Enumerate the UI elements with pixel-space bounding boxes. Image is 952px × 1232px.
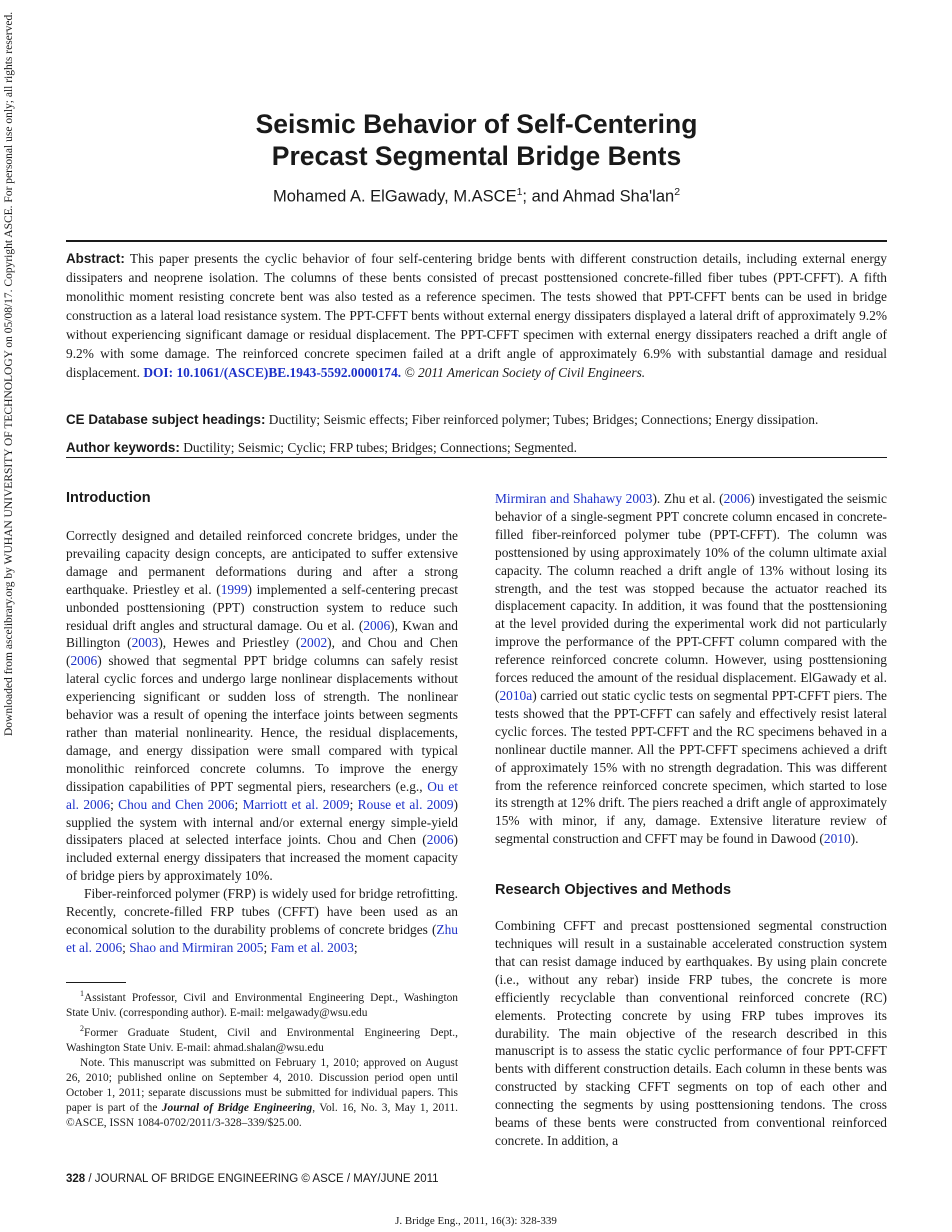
copyright-text: © 2011 American Society of Civil Engineers.	[401, 365, 646, 380]
author-2-affil: 2	[674, 186, 681, 198]
citation-link[interactable]: 2006	[426, 832, 454, 848]
submission-note: Note. This manuscript was submitted on February 1, 2010; approved on August 26, 2010; published online on September 4, 2010. Discussion period open until October 1, 2011; separate discussions must be submitted for individual papers. This paper is part of the Journal of Bridge Engineering, Vol. 16, No. 3, May 1, 2011. ©ASCE, ISSN 1084-0702/2011/3-328–339/$25.00.	[66, 1056, 458, 1130]
author-keywords	[66, 438, 887, 457]
section-heading-research-objectives: Research Objectives and Methods	[495, 882, 732, 899]
footnote-rule	[66, 982, 126, 983]
journal-footer: / JOURNAL OF BRIDGE ENGINEERING © ASCE / MAY/JUNE 2011	[85, 1173, 439, 1185]
citation-link[interactable]: Zhu et al. 2006	[66, 921, 458, 955]
bottom-citation: J. Bridge Eng., 2011, 16(3): 328-339	[395, 1215, 557, 1227]
citation-link[interactable]: 2006	[723, 491, 751, 506]
citation-link[interactable]: Ou et al. 2006	[66, 778, 458, 812]
download-notice: Downloaded from ascelibrary.org by WUHAN UNIVERSITY OF TECHNOLOGY on 05/08/17. Copyright ASCE. For personal use only; all rights reserved.	[3, 11, 15, 736]
author-2: ; and Ahmad Sha'lan	[522, 187, 675, 206]
abstract-label: Abstract:	[66, 251, 125, 266]
ce-headings-text: Ductility; Seismic effects; Fiber reinforced polymer; Tubes; Bridges; Connections; Energy dissipation.	[265, 412, 819, 427]
download-watermark	[0, 0, 20, 1232]
citation-link[interactable]: Rouse et al. 2009	[357, 796, 454, 812]
research-paragraph: Combining CFFT and precast posttensioned segmental construction techniques will result in a sustainable accelerated construction system that can resist damage induced by earthquakes. By using plain concrete (i.e., without any rebar) inside FRP tubes, the concrete is more efficiently recyclable than conventional reinforced concrete (RC) elements. Protecting concrete by using FRP tubes improves its durability. The main objective of the research described in this manuscript is to assess the static cyclic performance of four PPT-CFFT bents with different construction details. Each column in these bents was constructed by stacking CFFT segments on top of each other and connecting the segments by using posttensioning tendons. The cross beams of these bents were constructed from conventional reinforced concrete. In addition, a	[495, 918, 887, 1148]
footnote-1: $^1$Assistant Professor, Civil and Environmental Engineering Dept., Washington State Univ. (corresponding author). E-mail: melgawady@wsu.edu	[66, 989, 458, 1019]
keywords-text: Ductility; Seismic; Cyclic; FRP tubes; Bridges; Connections; Segmented.	[179, 440, 577, 455]
page-footer	[66, 1173, 439, 1185]
doi-link[interactable]: 10.1061/(ASCE)BE.1943-5592.0000174.	[176, 365, 402, 380]
section-heading-introduction: Introduction	[66, 490, 151, 506]
citation-link[interactable]: 2010a	[499, 687, 533, 703]
citation-link[interactable]: 2002	[300, 635, 328, 651]
citation-link[interactable]: Mirmiran and Shahawy 2003	[495, 491, 653, 506]
abstract	[66, 249, 887, 382]
right-column	[495, 490, 887, 1150]
title-line-2: Precast Segmental Bridge Bents	[271, 141, 682, 171]
citation-link[interactable]: 2003	[131, 635, 159, 651]
author-1: Mohamed A. ElGawady, M.ASCE	[272, 187, 517, 206]
top-rule	[66, 240, 887, 242]
intro-paragraph-2: Fiber-reinforced polymer (FRP) is widely used for bridge retrofitting. Recently, concrete-filled FRP tubes (CFFT) have been used as an economical solution to the durability problems of concrete bridges (Zhu et al. 2006; Shao and Mirmiran 2005; Fam et al. 2003;	[66, 886, 458, 955]
doi-label: DOI:	[143, 365, 174, 380]
keywords-label: Author keywords:	[66, 440, 180, 455]
citation-link[interactable]: 1999	[220, 581, 248, 597]
paper-title	[66, 108, 887, 172]
footnote-2: $^2$Former Graduate Student, Civil and Environmental Engineering Dept., Washington State Univ. E-mail: ahmad.shalan@wsu.edu	[66, 1023, 458, 1054]
title-line-1: Seismic Behavior of Self-Centering	[255, 109, 698, 139]
journal-name: Journal of Bridge Engineering	[161, 1102, 313, 1115]
ce-subject-headings	[66, 410, 887, 429]
citation-link[interactable]: Chou and Chen 2006	[118, 796, 235, 812]
footnotes	[66, 986, 458, 1131]
ce-headings-label: CE Database subject headings:	[66, 412, 266, 427]
citation-link[interactable]: 2006	[70, 653, 98, 669]
page-number: 328	[66, 1173, 86, 1185]
abstract-text: This paper presents the cyclic behavior of four self-centering bridge bents with different construction details, including external energy dissipaters and neoprene isolation. The columns of these bents consisted of precast posttensioned concrete-filled fiber tubes (PPT-CFFT). A fifth monolithic moment resisting concrete bent was also tested as a reference specimen. The tests showed that PPT-CFFT bents can be used in bridge construction as a lateral load resistance system. The PPT-CFFT bents without external energy dissipaters displayed a lateral drift of approximately 9.2% without experiencing significant damage or residual displacement. The PPT-CFFT specimen with external energy dissipaters reached a drift angle of 9.2% with some damage. The reinforced concrete specimen failed at a drift angle of approximately 6.9% with substantial damage and residual displacement.	[66, 251, 887, 380]
citation-link[interactable]: 2010	[823, 831, 851, 847]
right-paragraph-1: Mirmiran and Shahawy 2003). Zhu et al. (2006) investigated the seismic behavior of a single-segment PPT concrete column encased in concrete-filled fiber-reinforced polymer tube (PPT-CFFT). The column was posttensioned by using approximately 10% of the column ultimate axial capacity. The column reached a drift angle of 13% without losing its strength, and the test was stopped because the actuator reached its displacement capacity. In addition, it was found that the posttensioning at the level provided during the experimental work did not particularly improve the performance of the PPT-CFFT column compared with the reference reinforced concrete column. However, using posttensioning forces reduced the amount of the residual displacement. ElGawady et al. (2010a) carried out static cyclic tests on segmental PPT-CFFT piers. The tests showed that the PPT-CFFT can safely and effectively resist lateral cyclic forces. The tested PPT-CFFT and the RC specimens behaved in a nonlinear ductile manner. All the PPT-CFFT specimens achieved a drift of approximately 15% with no strength degradation. This was different from the reference reinforced concrete specimen, which started to lose its strength at 12% drift. The piers reached a drift angle of approximately 15% with minor, if any, damage. Extensive literature review of segmental construction and CFFT may be found in Dawood (2010).	[495, 491, 887, 847]
citation-link[interactable]: Fam et al. 2003	[270, 939, 354, 955]
left-column	[66, 489, 458, 957]
citation-link[interactable]: 2006	[363, 617, 391, 633]
citation-link[interactable]: Marriott et al. 2009	[242, 796, 350, 812]
bottom-rule	[66, 457, 887, 458]
author-line	[66, 186, 887, 207]
citation-link[interactable]: Shao and Mirmiran 2005	[129, 939, 264, 955]
intro-paragraph-1: Correctly designed and detailed reinforced concrete bridges, under the prevailing capacity design concepts, are anticipated to suffer extensive damage and permanent deformations during and after a strong earthquake. Priestley et al. (1999) implemented a self-centering precast unbonded posttensioning (PPT) construction system to reduce such residual drift angles and structural damage. Ou et al. (2006), Kwan and Billington (2003), Hewes and Priestley (2002), and Chou and Chen (2006) showed that segmental PPT bridge columns can safely resist lateral cyclic forces and undergo large nonlinear displacements without experiencing significant or sudden loss of strength. The nonlinear behavior was a result of opening the interface joints between segments rather than material nonlinearity. Hence, the residual displacements, damage, and energy dissipation were small compared with typical monolithic reinforced concrete columns. To improve the energy dissipation capabilities of PPT segmental piers, researchers (e.g., Ou et al. 2006; Chou and Chen 2006; Marriott et al. 2009; Rouse et al. 2009) supplied the system with internal and/or external energy simple-yield dissipaters placed at selected interface joints. Chou and Chen (2006) included external energy dissipaters that increased the moment capacity of bridge piers by approximately 10%.	[66, 528, 459, 884]
author-1-affil: 1	[516, 186, 523, 198]
